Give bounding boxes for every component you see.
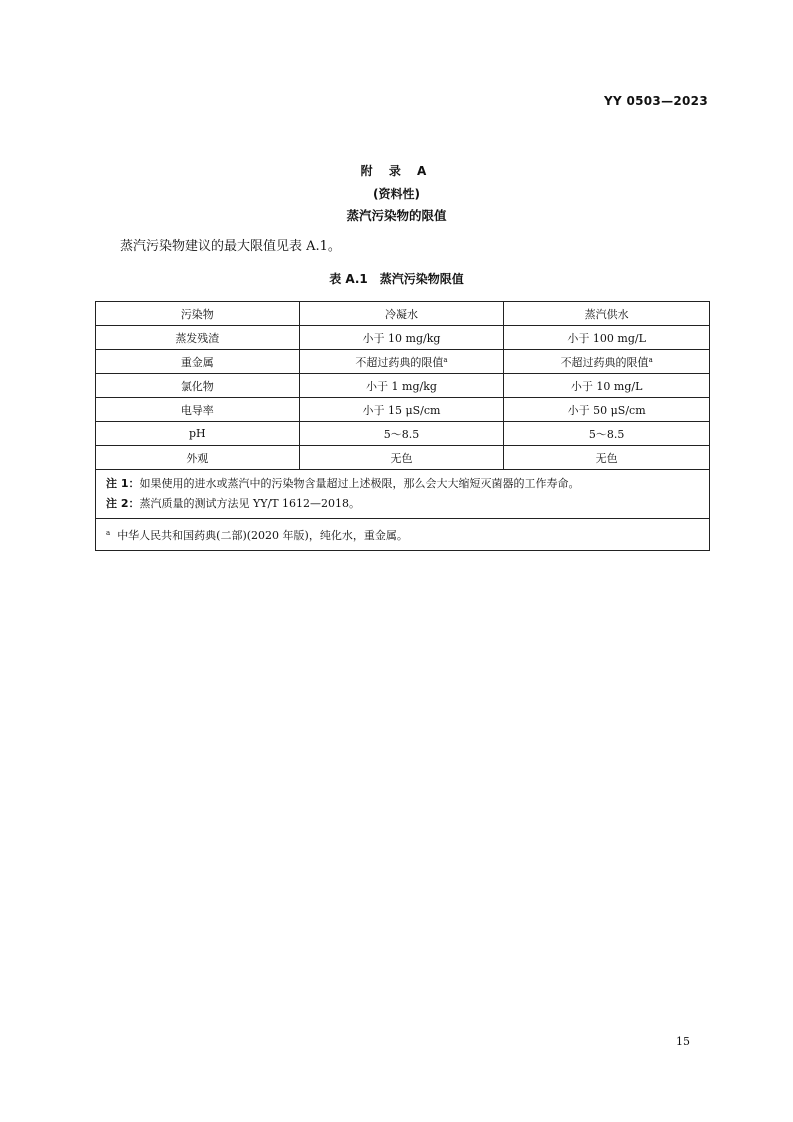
table-row — [96, 422, 710, 446]
appendix-type: (资料性) — [373, 187, 420, 201]
condensate-limit: 小于 15 μS/cm — [299, 398, 504, 422]
table-header-row — [96, 302, 710, 326]
header-feedwater: 蒸汽供水 — [504, 302, 710, 326]
table-footnote — [96, 519, 710, 551]
note-1 — [106, 474, 699, 494]
footnote-text: 中华人民共和国药典(二部)(2020 年版)，纯化水，重金属。 — [117, 529, 408, 542]
condensate-limit-cell — [299, 350, 504, 374]
feedwater-limit: 不超过药典的限值 — [560, 355, 649, 369]
note-2 — [106, 494, 699, 514]
feedwater-limit: 5～8.5 — [504, 422, 710, 446]
table-row — [96, 398, 710, 422]
contaminant-name: 蒸发残渣 — [96, 326, 300, 350]
table-caption: 表 A.1 蒸汽污染物限值 — [329, 272, 464, 286]
table-row — [96, 374, 710, 398]
feedwater-limit: 小于 10 mg/L — [504, 374, 710, 398]
appendix-title: 附 录 A — [360, 164, 433, 178]
contaminant-name: 重金属 — [96, 350, 300, 374]
feedwater-limit: 小于 50 μS/cm — [504, 398, 710, 422]
note-label: 注 2： — [106, 497, 140, 510]
condensate-limit: 小于 10 mg/kg — [299, 326, 504, 350]
condensate-limit: 小于 1 mg/kg — [299, 374, 504, 398]
feedwater-limit: 无色 — [504, 446, 710, 470]
note-label: 注 1： — [106, 477, 140, 490]
header-contaminant: 污染物 — [96, 302, 300, 326]
contaminant-limits-table — [95, 301, 710, 551]
table-notes — [96, 470, 710, 519]
contaminant-name: 外观 — [96, 446, 300, 470]
note-text: 蒸汽质量的测试方法见 YY/T 1612—2018。 — [139, 497, 361, 510]
footnote-marker: a — [648, 355, 653, 364]
appendix-name: 蒸汽污染物的限值 — [346, 208, 447, 223]
standard-code: YY 0503—2023 — [604, 94, 708, 108]
table-footnote-row — [96, 519, 710, 551]
condensate-limit: 不超过药典的限值 — [355, 355, 444, 369]
table-row — [96, 350, 710, 374]
footnote-marker: a — [106, 529, 111, 537]
feedwater-limit: 小于 100 mg/L — [504, 326, 710, 350]
footnote-marker: a — [443, 355, 448, 364]
condensate-limit: 无色 — [299, 446, 504, 470]
table-notes-row — [96, 470, 710, 519]
page-number: 15 — [676, 1035, 690, 1048]
feedwater-limit-cell — [504, 350, 710, 374]
contaminant-name: pH — [96, 422, 300, 446]
contaminant-name: 氯化物 — [96, 374, 300, 398]
contaminant-name: 电导率 — [96, 398, 300, 422]
condensate-limit: 5～8.5 — [299, 422, 504, 446]
header-condensate: 冷凝水 — [299, 302, 504, 326]
intro-paragraph: 蒸汽污染物建议的最大限值见表 A.1。 — [120, 239, 341, 254]
note-text: 如果使用的进水或蒸汽中的污染物含量超过上述极限，那么会大大缩短灭菌器的工作寿命。 — [139, 477, 580, 490]
table-row — [96, 446, 710, 470]
table-row — [96, 326, 710, 350]
